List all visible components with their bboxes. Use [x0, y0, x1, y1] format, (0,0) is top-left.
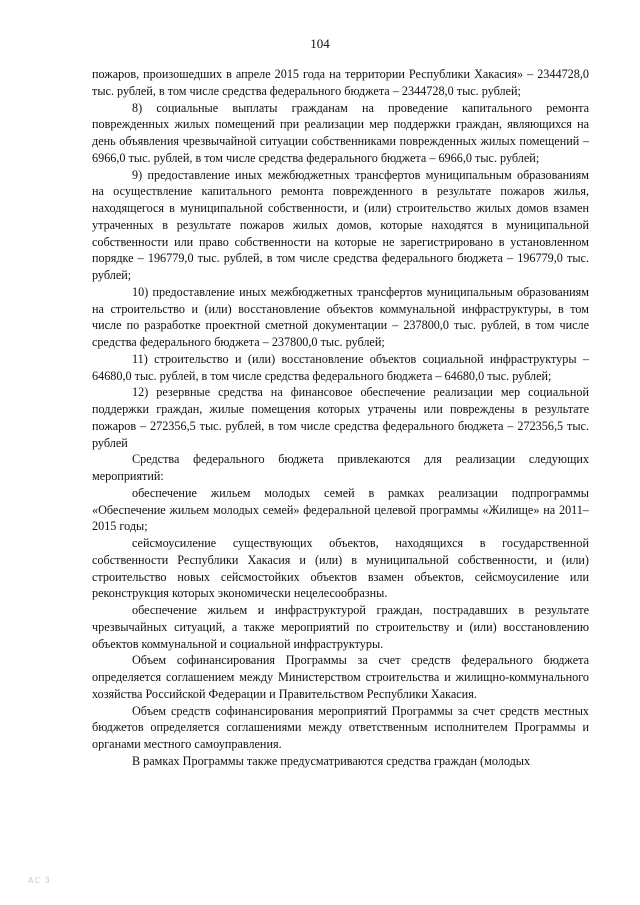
paragraph-item-11: 11) строительство и (или) восстановление объектов социальной инфраструктуры – 64680,0 тыс. рублей, в том числе средства федерального бюджета – 64680,0 тыс. рублей; — [92, 351, 589, 383]
paragraph-emergency-housing: обеспечение жильем и инфраструктурой граждан, пострадавших в результате чрезвычайных ситуаций, а также мероприятий по строительству и (или) восстановлению объектов коммунальной и социальной инфраструктуры. — [92, 603, 589, 651]
body-text — [92, 66, 589, 770]
paragraph-young-families: обеспечение жильем молодых семей в рамках реализации подпрограммы «Обеспечение жильем молодых семей» федеральной целевой программы «Жилище» на 2011–2015 годы; — [92, 485, 589, 534]
paragraph-federal-funds: Средства федерального бюджета привлекаются для реализации следующих мероприятий: — [92, 452, 589, 483]
paragraph-citizens-funds: В рамках Программы также предусматриваются средства граждан (молодых — [132, 753, 531, 768]
paragraph-item-12: 12) резервные средства на финансовое обеспечение реализации мер социальной поддержки граждан, жилые помещения которых утрачены или повреждены в результате пожаров – 272356,5 тыс. рублей, в том числе средства федерального бюджета – 272356,5 тыс. рублей — [92, 385, 589, 450]
page-number: 104 — [310, 36, 330, 51]
scan-stamp: АС 3 — [28, 876, 51, 885]
paragraph-item-8: 8) социальные выплаты гражданам на проведение капитального ремонта поврежденных жилых помещений при реализации мер поддержки граждан, являющихся на день объявления чрезвычайной ситуации собственниками поврежденных жилых помещений – 6966,0 тыс. рублей, в том числе средства федерального бюджета – 6966,0 тыс. рублей; — [92, 100, 589, 165]
paragraph-item-10: 10) предоставление иных межбюджетных трансфертов муниципальным образованиям на строительство и (или) восстановление объектов коммунальной инфраструктуры, в том числе по разработке проектной сметной документации – 237800,0 тыс. рублей, в том числе средства федерального бюджета – 237800,0 тыс. рублей; — [92, 284, 589, 349]
paragraph-item-9: 9) предоставление иных межбюджетных трансфертов муниципальным образованиям на осуществление капитального ремонта поврежденного в результате пожаров жилья, находящегося в муниципальной собственности, и (или) строительство жилых домов взамен утраченных в результате пожаров жилых домов, которые находятся в муниципальной собственности или право собственности на которые не зарегистрировано в установленном порядке – 196779,0 тыс. рублей, в том числе средства федерального бюджета – 196779,0 тыс. рублей; — [92, 167, 589, 282]
paragraph-continuation: пожаров, произошедших в апреле 2015 года на территории Республики Хакасия» – 2344728,0 тыс. рублей, в том числе средства федерального бюджета – 2344728,0 тыс. рублей; — [92, 67, 589, 98]
paragraph-seismic: сейсмоусиление существующих объектов, находящихся в государственной собственности Республики Хакасия и (или) в муниципальной собственности, и (или) строительство новых сейсмостойких объектов взамен объектов, сейсмоусиление или реконструкция которых экономически нецелесообразны. — [92, 536, 589, 601]
paragraph-cofinancing-federal: Объем софинансирования Программы за счет средств федерального бюджета определяется соглашением между Министерством строительства и жилищно-коммунального хозяйства Российской Федерации и Правительством Республики Хакасия. — [92, 653, 589, 701]
paragraph-cofinancing-local: Объем средств софинансирования мероприятий Программы за счет средств местных бюджетов определяется соглашениями между ответственным исполнителем Программы и органами местного самоуправления. — [92, 703, 589, 751]
